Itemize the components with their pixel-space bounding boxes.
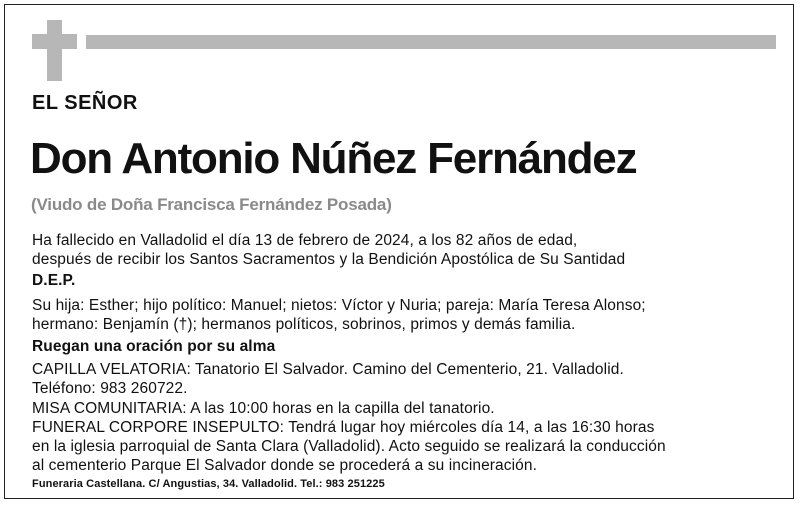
honorific: EL SEÑOR (32, 92, 138, 114)
details-line: MISA COMUNITARIA: A las 10:00 horas en la capilla del tanatorio. (32, 400, 495, 417)
details-line: en la iglesia parroquial de Santa Clara (Valladolid). Acto seguido se realizará la conducción (32, 438, 666, 455)
details-line: CAPILLA VELATORIA: Tanatorio El Salvador. Camino del Cementerio, 21. Valladolid. (32, 361, 624, 378)
header-rule (86, 35, 776, 49)
prayer-request: Ruegan una oración por su alma (32, 338, 276, 355)
family-line: hermano: Benjamín (†); hermanos políticos, sobrinos, primos y demás familia. (32, 316, 576, 333)
widower-note: (Viudo de Doña Francisca Fernández Posada) (31, 195, 392, 214)
family-line: Su hija: Esther; hijo político: Manuel; nietos: Víctor y Nuria; pareja: María Teresa Alonso; (32, 297, 646, 314)
details-line: Teléfono: 983 260722. (32, 380, 188, 397)
details-line: FUNERAL CORPORE INSEPULTO: Tendrá lugar hoy miércoles día 14, a las 16:30 horas (32, 419, 655, 436)
funeral-home-footer: Funeraria Castellana. C/ Angustias, 34. Valladolid. Tel.: 983 251225 (32, 478, 385, 490)
dep-label: D.E.P. (32, 272, 76, 289)
details-line: al cementerio Parque El Salvador donde se procederá a su incineración. (32, 457, 538, 474)
deceased-name: Don Antonio Núñez Fernández (30, 134, 637, 183)
cross-icon (47, 20, 62, 81)
announcement-line: después de recibir los Santos Sacramentos y la Bendición Apostólica de Su Santidad (32, 251, 626, 268)
announcement-line: Ha fallecido en Valladolid el día 13 de febrero de 2024, a los 82 años de edad, (32, 232, 578, 249)
cross-icon-arm (32, 34, 77, 49)
